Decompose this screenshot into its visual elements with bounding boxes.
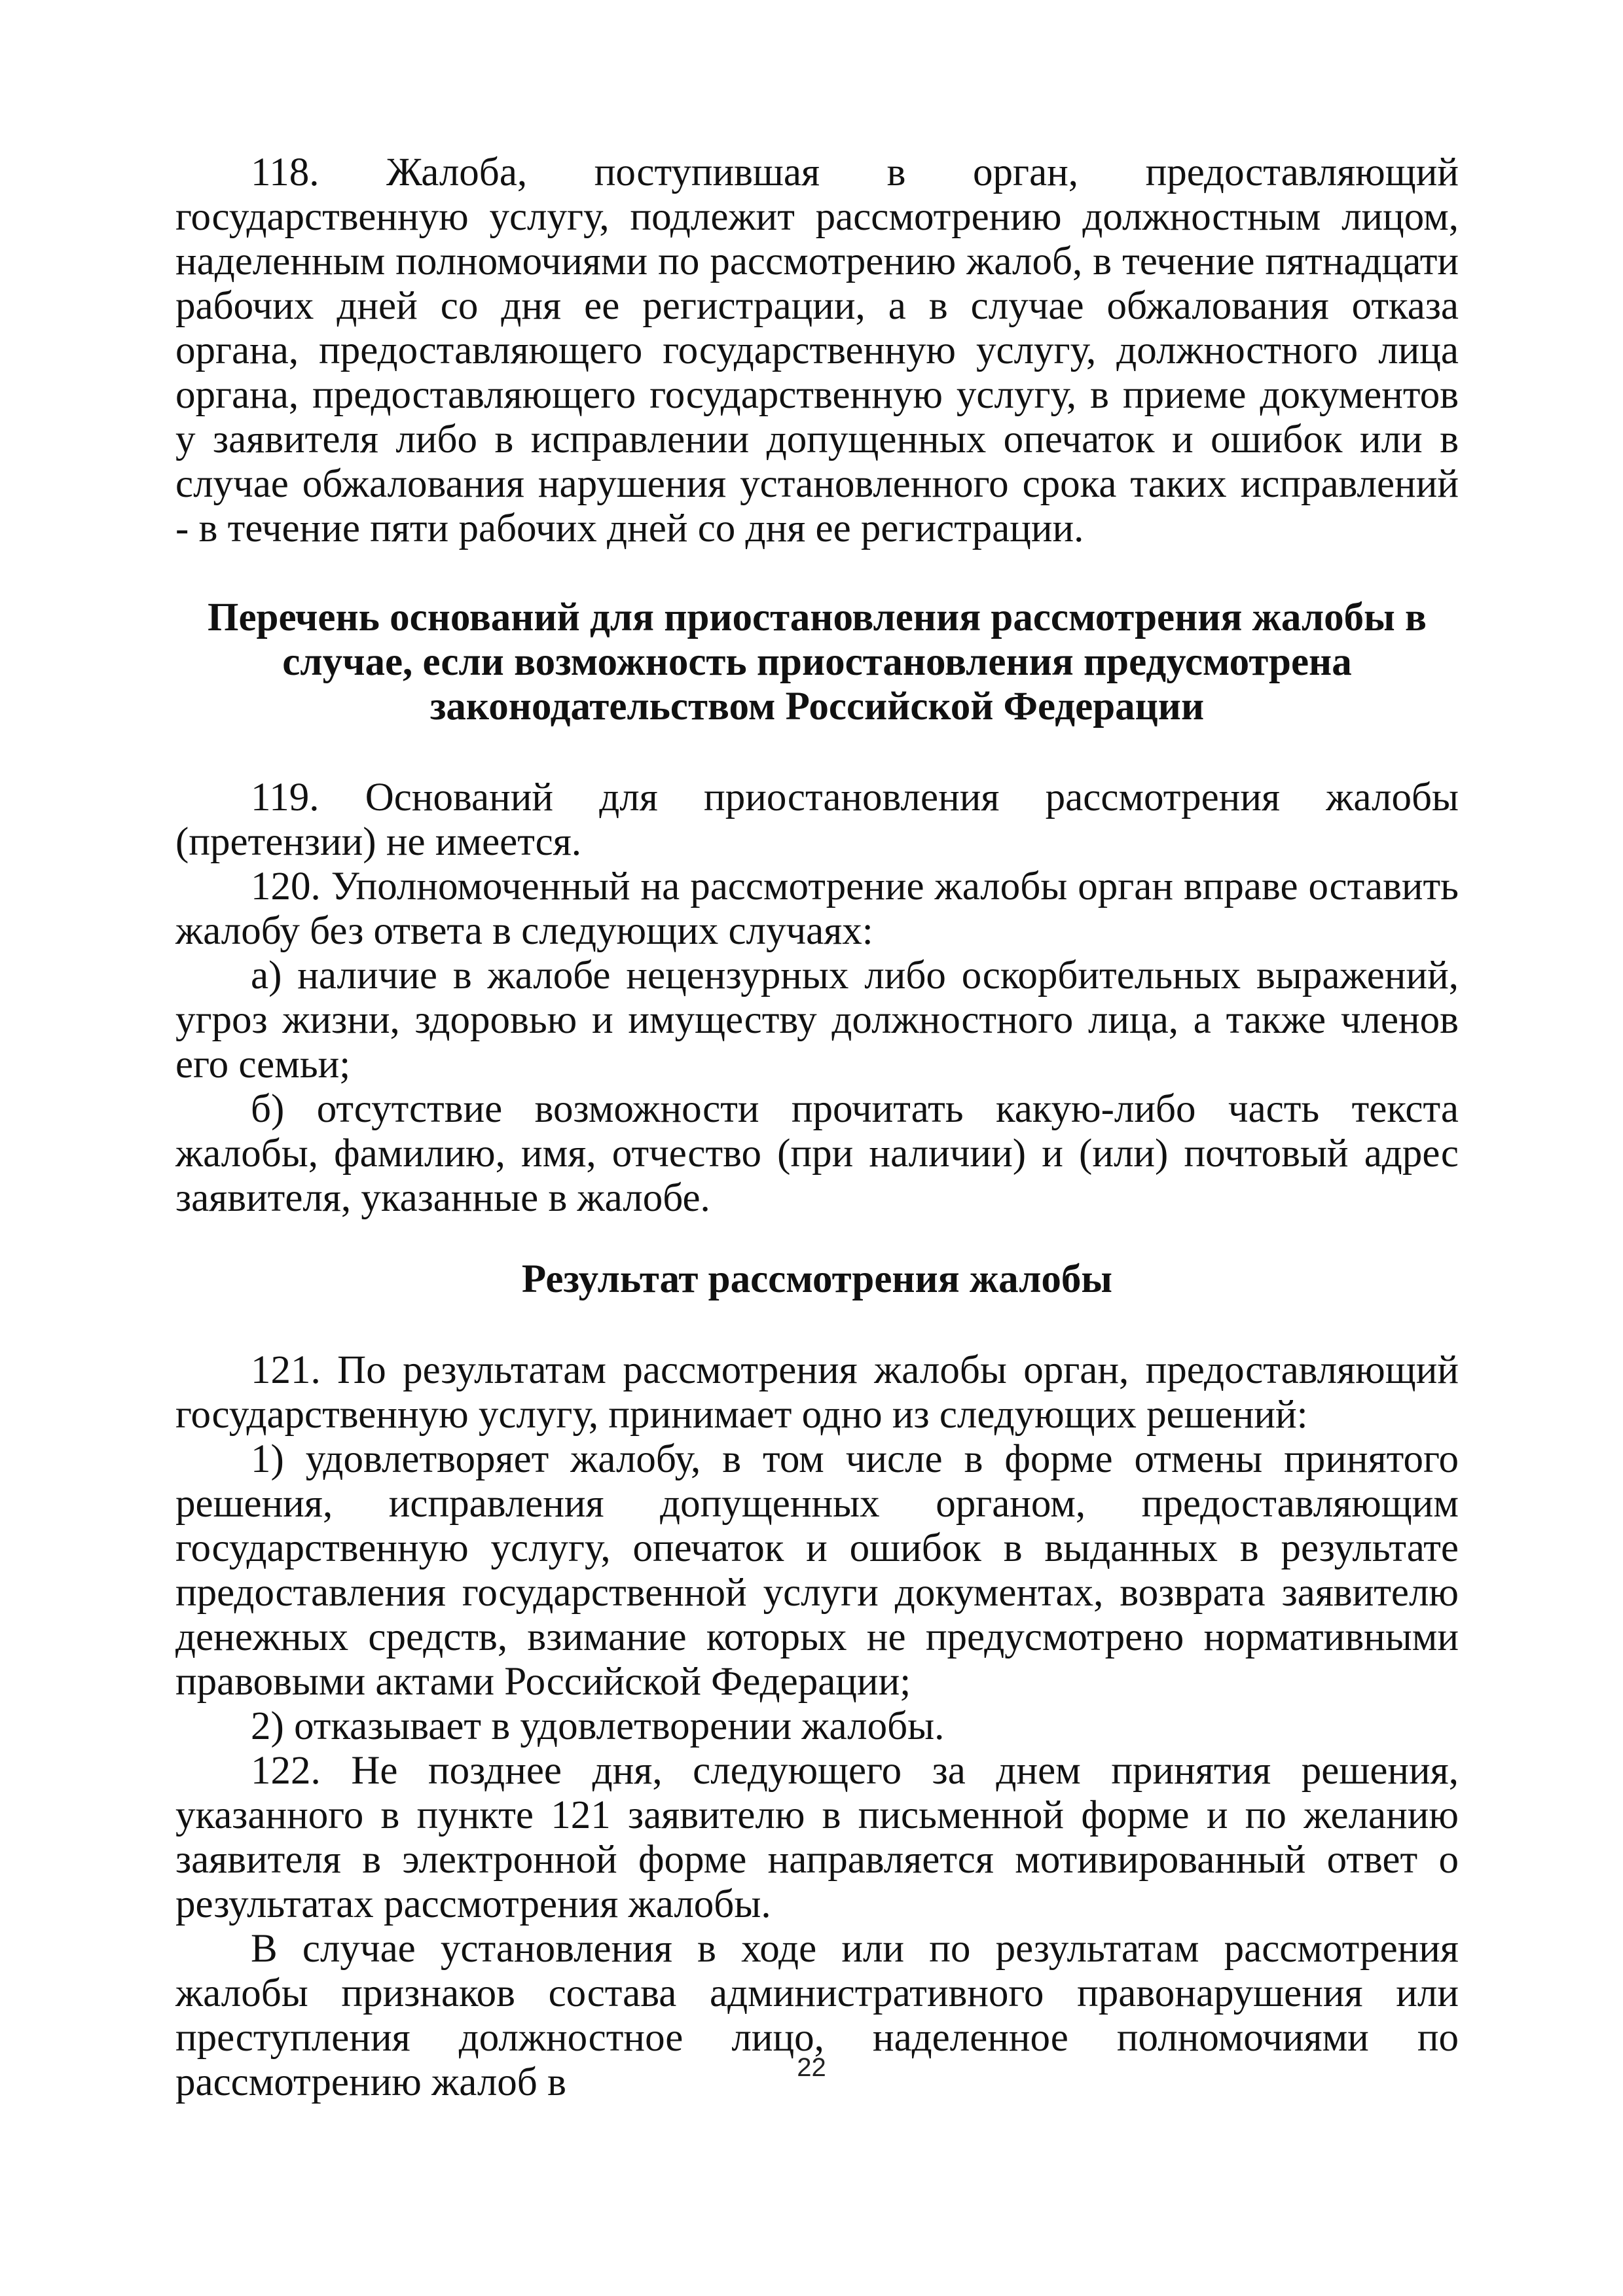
heading-result-title: Результат рассмотрения жалобы bbox=[521, 1257, 1113, 1301]
section-119-120 bbox=[175, 776, 1459, 1221]
paragraph-121-1: 1) удовлетворяет жалобу, в том числе в форме отмены принятого решения, исправления допущенных органом, предоставляющим государственную услугу, опечаток и ошибок в выданных в результате предоставления государственной услуги документах, возврата заявителю денежных средств, взимание которых не предусмотрено нормативными правовыми актами Российской Федерации; bbox=[175, 1437, 1459, 1704]
paragraph-120-b: б) отсутствие возможности прочитать какую-либо часть текста жалобы, фамилию, имя, отчество (при наличии) и (или) почтовый адрес заявителя, указанные в жалобе. bbox=[175, 1087, 1459, 1220]
page-number: 22 bbox=[797, 2053, 826, 2082]
heading-line-1: Перечень оснований для приостановления рассмотрения жалобы в bbox=[208, 596, 1427, 639]
paragraph-122-continuation: В случае установления в ходе или по результатам рассмотрения жалобы признаков состава административного правонарушения или преступления должностное лицо, наделенное полномочиями по рассмотрению жалоб в bbox=[175, 1927, 1459, 2104]
heading-line-3: законодательством Российской Федерации bbox=[429, 685, 1205, 728]
paragraph-122: 122. Не позднее дня, следующего за днем принятия решения, указанного в пункте 121 заявителю в письменной форме и по желанию заявителя в электронной форме направляется мотивированный ответ о результатах рассмотрения жалобы. bbox=[175, 1749, 1459, 1926]
paragraph-120-a: а) наличие в жалобе нецензурных либо оскорбительных выражений, угроз жизни, здоровью и имуществу должностного лица, а также членов его семьи; bbox=[175, 954, 1459, 1086]
section-121-122 bbox=[175, 1348, 1459, 2105]
paragraph-119: 119. Оснований для приостановления рассмотрения жалобы (претензии) не имеется. bbox=[175, 776, 1459, 864]
paragraph-118: 118. Жалоба, поступившая в орган, предоставляющий государственную услугу, подлежит рассмотрению должностным лицом, наделенным полномочиями по рассмотрению жалоб, в течение пятнадцати рабочих дней со дня ее регистрации, а в случае обжалования отказа органа, предоставляющего государственную услугу, должностного лица органа, предоставляющего государственную услугу, в приеме документов у заявителя либо в исправлении допущенных опечаток и ошибок или в случае обжалования нарушения установленного срока таких исправлений - в течение пяти рабочих дней со дня ее регистрации. bbox=[175, 151, 1459, 550]
heading-suspension-grounds bbox=[175, 596, 1459, 729]
paragraph-121-2: 2) отказывает в удовлетворении жалобы. bbox=[251, 1704, 945, 1748]
heading-line-2: случае, если возможность приостановления предусмотрена bbox=[282, 640, 1352, 684]
heading-result bbox=[175, 1257, 1459, 1302]
section-118 bbox=[175, 151, 1459, 551]
paragraph-121: 121. По результатам рассмотрения жалобы орган, предоставляющий государственную услугу, принимает одно из следующих решений: bbox=[175, 1348, 1459, 1437]
paragraph-120: 120. Уполномоченный на рассмотрение жалобы орган вправе оставить жалобу без ответа в следующих случаях: bbox=[175, 865, 1459, 953]
